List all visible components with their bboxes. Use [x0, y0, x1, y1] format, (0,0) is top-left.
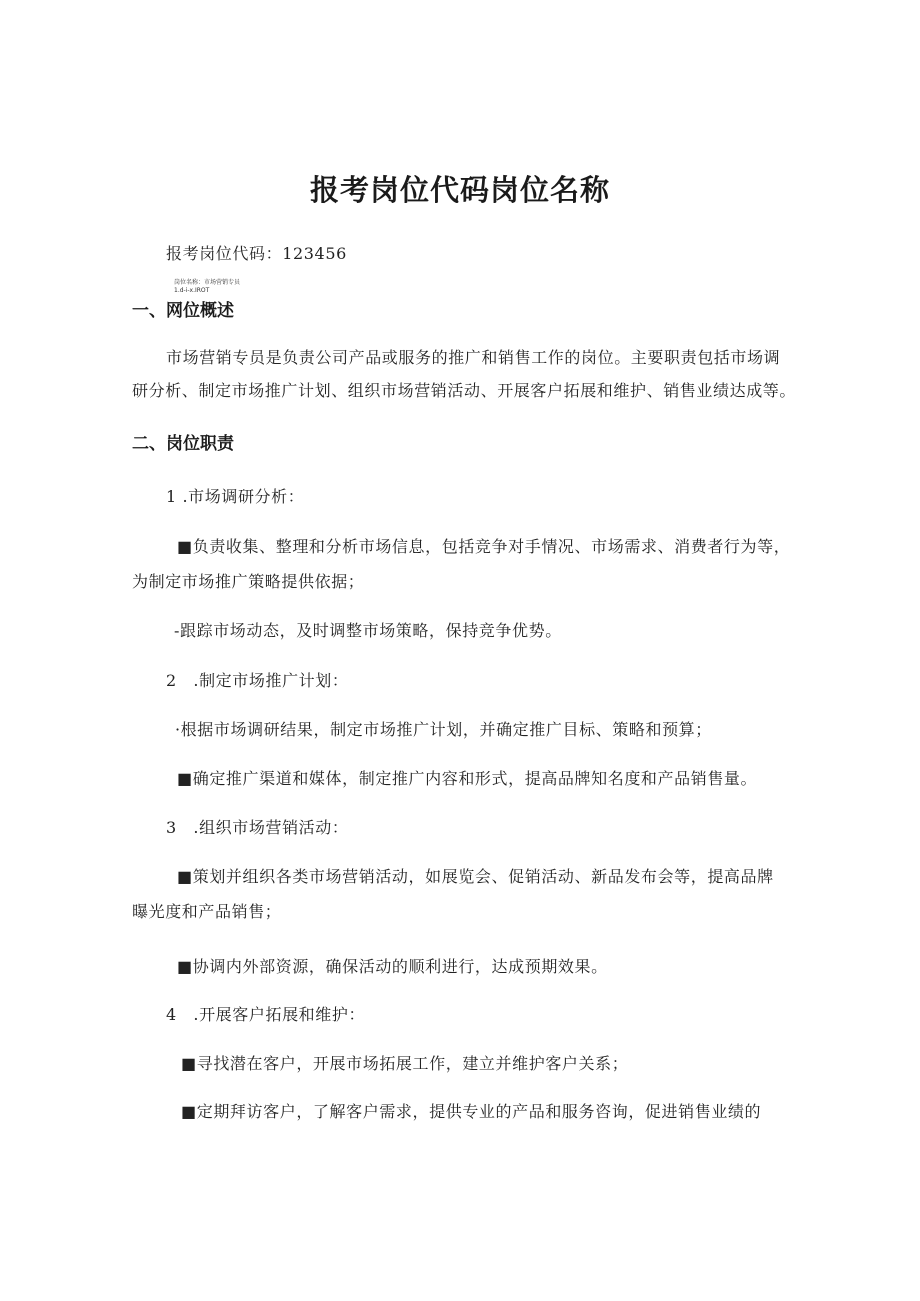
item-3-bullet-1-line-1: ■策划并组织各类市场营销活动，如展览会、促销活动、新品发布会等，提高品牌	[177, 867, 774, 886]
small-note-line-1: 岗位名称：市场营销专员	[174, 279, 241, 286]
item-3-title: 3 .组织市场营销活动：	[166, 818, 349, 837]
section-1-paragraph-line-2: 研分析、制定市场推广计划、组织市场营销活动、开展客户拓展和维护、销售业绩达成等。	[132, 381, 797, 400]
item-4-title: 4 .开展客户拓展和维护：	[166, 1005, 366, 1024]
item-2-bullet-1: ·根据市场调研结果，制定市场推广计划，并确定推广目标、策略和预算；	[175, 720, 712, 739]
section-2-heading: 二、岗位职责	[132, 434, 234, 454]
item-4-bullet-1: ■寻找潜在客户，开展市场拓展工作，建立并维护客户关系；	[181, 1054, 629, 1073]
position-code-line: 报考岗位代码：123456	[166, 244, 347, 263]
section-1-paragraph-line-1: 市场营销专员是负责公司产品或服务的推广和销售工作的岗位。主要职责包括市场调	[166, 348, 781, 367]
small-note-line-2: 1.d-i-x.IROT	[174, 287, 210, 294]
item-1-bullet-2: -跟踪市场动态，及时调整市场策略，保持竞争优势。	[174, 621, 562, 640]
item-3-bullet-2: ■协调内外部资源，确保活动的顺利进行，达成预期效果。	[177, 957, 608, 976]
section-1-heading: 一、网位概述	[132, 301, 234, 321]
item-1-bullet-1-line-2: 为制定市场推广策略提供依据；	[132, 572, 365, 591]
item-2-bullet-2: ■确定推广渠道和媒体，制定推广内容和形式，提高品牌知名度和产品销售量。	[177, 769, 758, 788]
item-1-title: 1 .市场调研分析：	[166, 487, 305, 506]
item-1-bullet-1-line-1: ■负责收集、整理和分析市场信息，包括竞争对手情况、市场需求、消费者行为等，	[177, 537, 791, 556]
item-4-bullet-2: ■定期拜访客户，了解客户需求，提供专业的产品和服务咨询，促进销售业绩的	[181, 1102, 762, 1121]
item-3-bullet-1-line-2: 曝光度和产品销售；	[132, 902, 282, 921]
item-2-title: 2 .制定市场推广计划：	[166, 671, 349, 690]
page-title: 报考岗位代码岗位名称	[309, 173, 610, 207]
